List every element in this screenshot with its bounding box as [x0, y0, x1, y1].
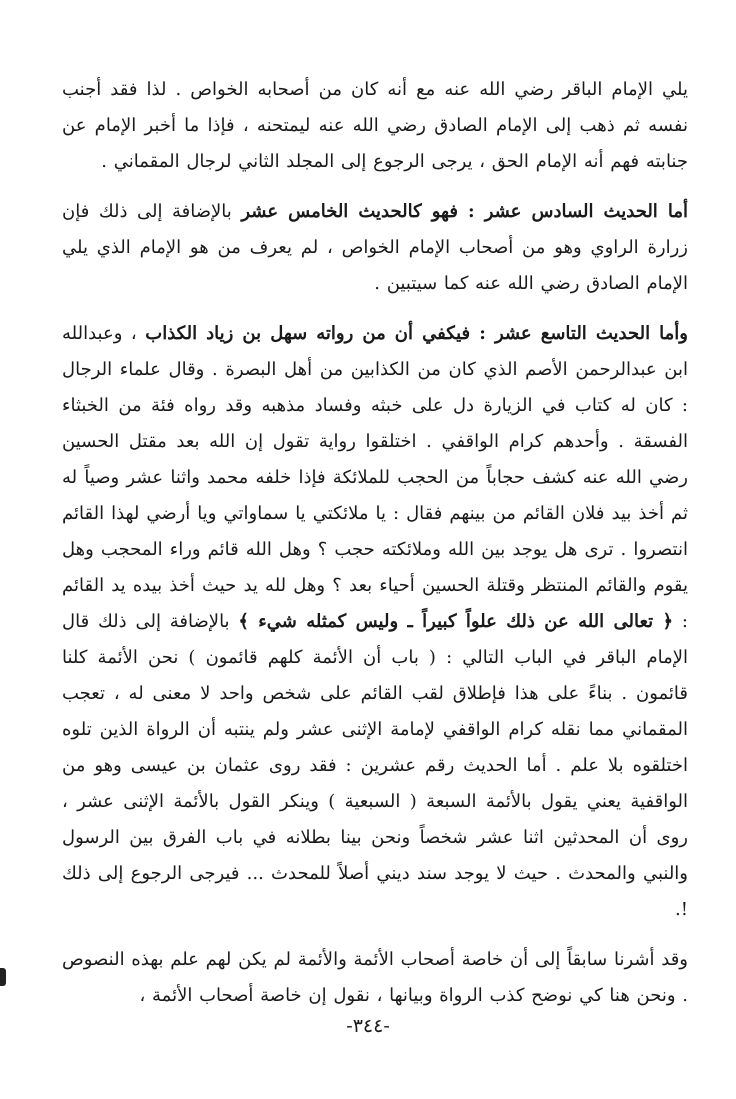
- page-body: [62, 72, 688, 1014]
- quran-quote: ﴿ تعالى الله عن ذلك علواً كبيراً ـ وليس كمثله شيء ﴾: [238, 611, 674, 632]
- paragraph-1-text: يلي الإمام الباقر رضي الله عنه مع أنه كان من أصحابه الخواص . لذا فقد أجنب نفسه ثم ذهب إلى الإمام الصادق رضي الله عنه ليمتحنه ، فإذا ما أخبر الإمام عن جنابته فهم أنه الإمام الحق ، يرجى الرجوع إلى المجلد الثاني لرجال المقماني .: [62, 79, 688, 172]
- paragraph-2-text: بالإضافة إلى ذلك فإن زرارة الراوي وهو من أصحاب الإمام الخواص ، لم يعرف من هو الإمام الذي يلي الإمام الصادق رضي الله عنه كما سيتبين .: [62, 201, 688, 294]
- paragraph-3-tail: بالإضافة إلى ذلك قال الإمام الباقر في الباب التالي : ( باب أن الأئمة كلهم قائمون ) نحن الأئمة كلنا قائمون . بناءً على هذا فإطلاق لقب القائم على شخص واحد لا معنى له ، تعجب المقماني مما نقله كرام الواقفي لإمامة الإثنى عشر ولم ينتبه أن الرواة الذين تلوه اختلقوه بلا علم . أما الحديث رقم عشرين : فقد روى عثمان بن عيسى وهو من الواقفية يعني يقول بالأئمة السبعة ( السبعية ) وينكر القول بالأئمة الإثنى عشر ، روى أن المحدثين اثنا عشر شخصاً ونحن بينا بطلانه في باب الفرق بين الرسول والنبي والمحدث . حيث لا يوجد سند ديني أصلاً للمحدث ... فيرجى الرجوع إلى ذلك !.: [62, 611, 688, 920]
- paragraph-1: [62, 72, 688, 180]
- page-number: -٣٤٤-: [346, 1015, 390, 1037]
- paragraph-3-text: ، وعبدالله ابن عبدالرحمن الأصم الذي كان من الكذابين من أهل البصرة . وقال علماء الرجال : كان له كتاب في الزيارة دل على خبثه وفساد مذهبه وقد رواه فئة من الخبثاء الفسقة . وأحدهم كرام الواقفي . اختلقوا رواية تقول إن الله بعد مقتل الحسين رضي الله عنه كشف حجاباً من الحجب للملائكة فإذا خلفه محمد واثنا عشر وصياً له ثم أخذ بيد فلان القائم من بينهم فقال : يا ملائكتي يا سماواتي ويا أرضي لهذا القائم انتصروا . ترى هل يوجد بين الله وملائكته حجب ؟ وهل الله قائم وراء المحجب وهل يقوم والقائم المنتظر وقتلة الحسين أحياء بعد ؟ وهل لله يد حيث أخذ بيده يد القائم :: [62, 323, 688, 632]
- paragraph-4-text: وقد أشرنا سابقاً إلى أن خاصة أصحاب الأئمة والأئمة لم يكن لهم علم بهذه النصوص . ونحن هنا كي نوضح كذب الرواة وبيانها ، نقول إن خاصة أصحاب الأئمة ،: [62, 949, 688, 1006]
- page-edge-mark: [0, 968, 6, 986]
- paragraph-3-heading: وأما الحديث التاسع عشر : فيكفي أن من رواته سهل بن زياد الكذاب: [145, 323, 688, 344]
- paragraph-2-heading: أما الحديث السادس عشر : فهو كالحديث الخامس عشر: [241, 201, 688, 222]
- paragraph-2: [62, 194, 688, 302]
- paragraph-3: [62, 316, 688, 928]
- paragraph-4: [62, 942, 688, 1014]
